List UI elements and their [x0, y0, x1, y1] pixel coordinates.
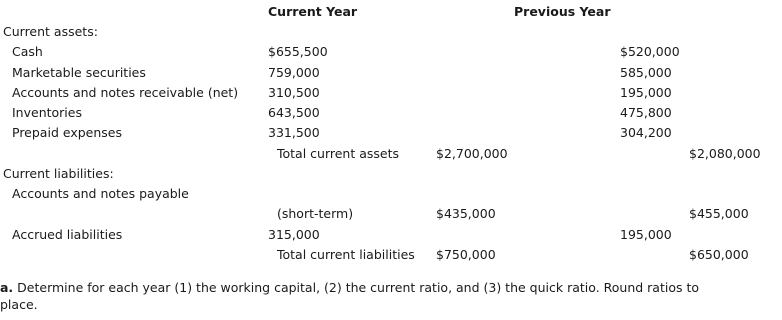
- row-current-inventories: 643,500: [268, 105, 320, 120]
- row-label-receivables: Accounts and notes receivable (net): [12, 85, 239, 100]
- row-previous-prepaid-expenses: 304,200: [620, 125, 672, 140]
- total-current-assets-label: Total current assets: [277, 146, 400, 161]
- row-label-prepaid-expenses: Prepaid expenses: [12, 125, 122, 140]
- question-marker: a.: [0, 280, 14, 295]
- total-current-liabilities-current: $750,000: [436, 247, 496, 262]
- accrued-liabilities-label: Accrued liabilities: [12, 227, 123, 242]
- total-current-liabilities-previous: $650,000: [689, 247, 749, 262]
- row-previous-marketable-securities: 585,000: [620, 65, 672, 80]
- total-current-assets-previous: $2,080,000: [689, 146, 761, 161]
- row-current-marketable-securities: 759,000: [268, 65, 320, 80]
- accounts-payable-label: Accounts and notes payable: [12, 186, 189, 201]
- row-previous-receivables: 195,000: [620, 85, 672, 100]
- short-term-label: (short-term): [277, 206, 354, 221]
- question-line-1: [0, 280, 699, 296]
- current-liabilities-heading: Current liabilities:: [3, 166, 114, 181]
- header-previous-year: Previous Year: [514, 4, 611, 19]
- short-term-current: $435,000: [436, 206, 496, 221]
- accrued-liabilities-current: 315,000: [268, 227, 320, 242]
- question-text: Determine for each year (1) the working capital, (2) the current ratio, and (3) the quick ratio. Round ratios to: [17, 280, 700, 295]
- accrued-liabilities-previous: 195,000: [620, 227, 672, 242]
- header-current-year: Current Year: [268, 4, 358, 19]
- total-current-liabilities-label: Total current liabilities: [277, 247, 415, 262]
- row-label-marketable-securities: Marketable securities: [12, 65, 146, 80]
- row-previous-cash: $520,000: [620, 44, 680, 59]
- short-term-previous: $455,000: [689, 206, 749, 221]
- row-label-inventories: Inventories: [12, 105, 82, 120]
- row-current-prepaid-expenses: 331,500: [268, 125, 320, 140]
- row-current-receivables: 310,500: [268, 85, 320, 100]
- row-previous-inventories: 475,800: [620, 105, 672, 120]
- current-assets-heading: Current assets:: [3, 24, 98, 39]
- question-line-2: place.: [0, 297, 38, 312]
- total-current-assets-current: $2,700,000: [436, 146, 508, 161]
- row-current-cash: $655,500: [268, 44, 328, 59]
- row-label-cash: Cash: [12, 44, 43, 59]
